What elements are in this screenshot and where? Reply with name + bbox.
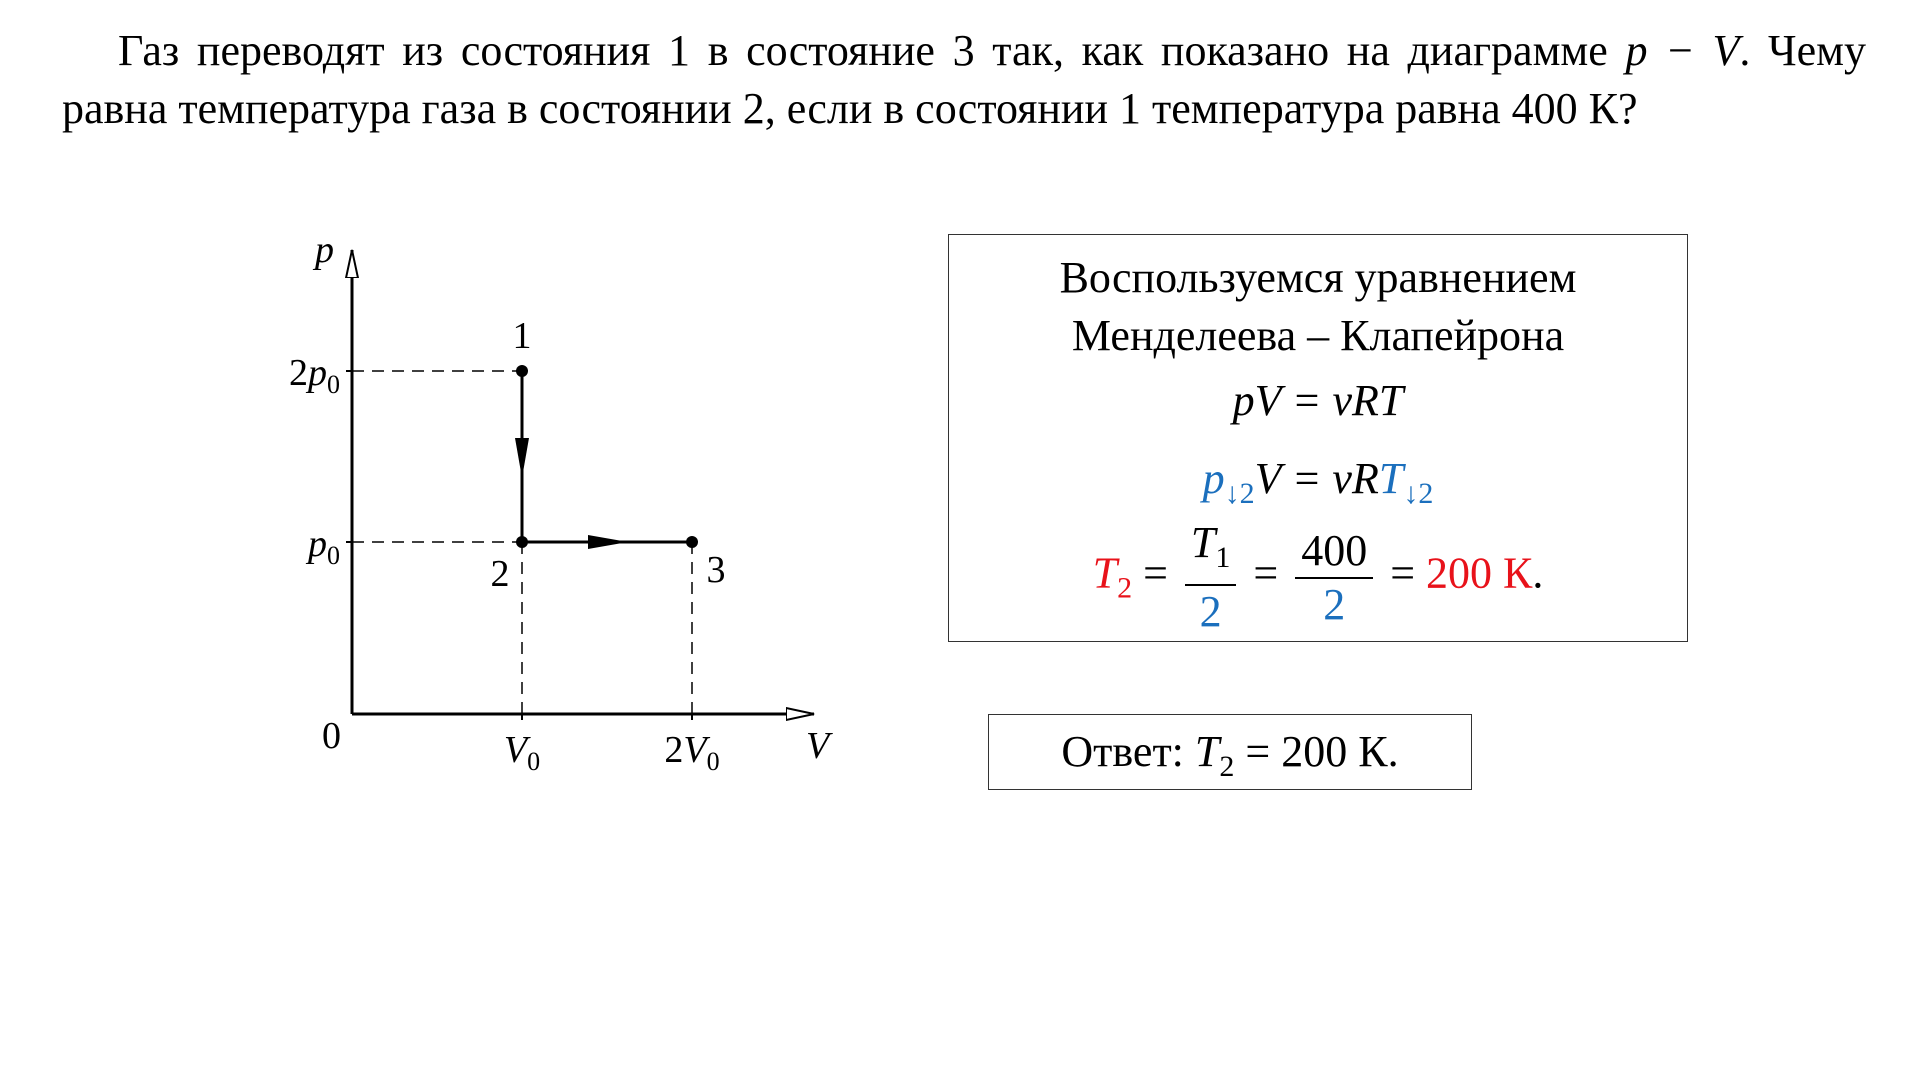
state-point-1: [516, 365, 528, 377]
answer-value: = 200 К.: [1245, 727, 1399, 776]
problem-line1: Газ переводят из состояния 1 в состояние 3 так, как показано на диаграмме: [118, 26, 1608, 75]
state-point-2: [516, 536, 528, 548]
fraction-T1-over-2: $\frac{T_1}{2}$: [1185, 517, 1236, 638]
equation-result: $T_2$ = $\frac{T_1}{2}$ = $\frac{400}{2}$ = 200 К.: [1092, 518, 1544, 636]
equation-mendeleev: pV = νRT: [1232, 376, 1404, 425]
fraction-400-over-2: $\frac{400}{2}$: [1295, 525, 1373, 631]
arrow-down-icon: [515, 438, 529, 478]
state-label-3: 3: [706, 549, 726, 591]
arrow-right-icon: [588, 535, 628, 549]
state-point-3: [686, 536, 698, 548]
equation-state-2: $p_{↓2}V = \nu RT_{↓2}$: [1202, 454, 1434, 510]
p-tick-2p0: $2p_0$: [289, 352, 340, 399]
p-axis-label: p: [315, 229, 334, 271]
problem-line2: Чему равна температура газа в состоянии 2, если в состоянии 1 температура равна 400 К?: [62, 26, 1867, 133]
answer-box: Ответ: $T_2 = 200$ К.: [988, 714, 1472, 790]
solution-intro-line2: Менделеева – Клапейрона: [1071, 311, 1565, 360]
solution-intro-line1: Воспользуемся уравнением: [1059, 253, 1577, 302]
state-label-2: 2: [490, 553, 510, 595]
p-tick-p0: $p_0$: [308, 523, 340, 570]
problem-diagram-symbol: p − V: [1625, 26, 1740, 75]
answer-prefix: Ответ:: [1061, 727, 1184, 776]
solution-box: [948, 234, 1688, 642]
V-tick-V0: $V_0$: [503, 729, 541, 776]
V-tick-2V0: $2V_0$: [664, 729, 720, 776]
result-value: 200 К: [1426, 548, 1533, 598]
state-label-1: 1: [512, 315, 532, 357]
problem-text: Газ переводят из состояния 1 в состояние 3 так, как показано на диаграмме p − V. Чему равна температура газа в состоянии 2, если в состоянии 1 температура равна 400 К?: [62, 26, 1867, 133]
V-axis-label: V: [806, 725, 830, 767]
origin-label: 0: [322, 715, 341, 757]
